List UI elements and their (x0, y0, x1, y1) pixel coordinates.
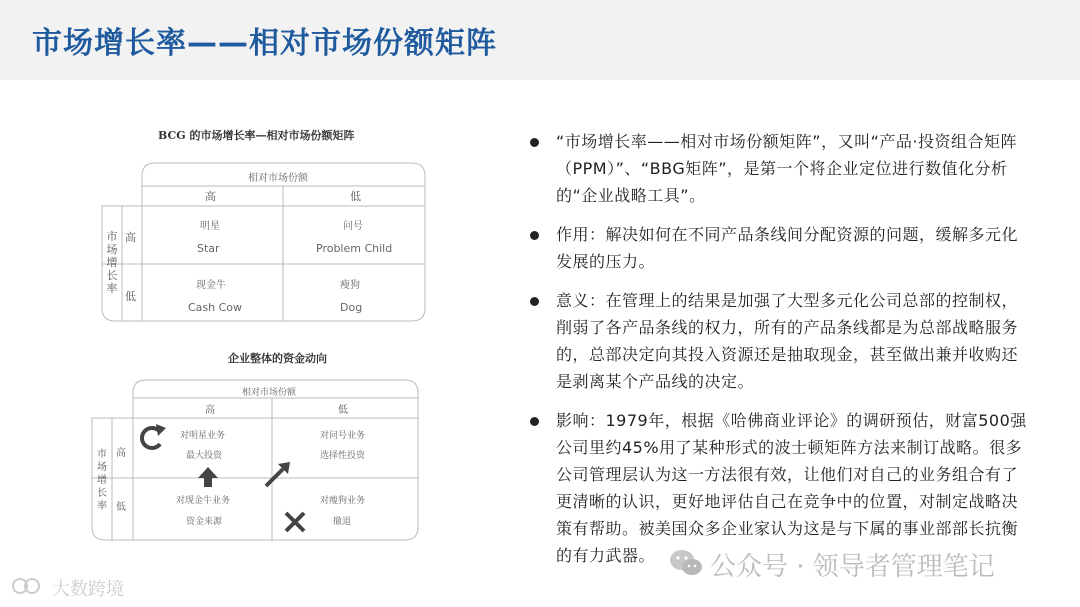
cash-flow-row-high: 高 (116, 448, 126, 459)
watermark-text: 公众号 · 领导者管理笔记 (710, 552, 995, 582)
bullet-dot-icon (530, 417, 539, 426)
cash-flow-dog-line1: 对瘦狗业务 (320, 496, 366, 506)
bcg-cell-star-en: Star (197, 242, 220, 255)
bcg-cell-problem-en: Problem Child (316, 242, 393, 255)
list-item (530, 407, 1030, 569)
bullet-list (530, 128, 1030, 581)
cycle-arrow-icon (142, 424, 166, 448)
diagonal-arrow-icon (266, 462, 290, 486)
bcg-cell-dog-cn: 瘦狗 (340, 280, 360, 291)
bullet-dot-icon (530, 138, 539, 147)
list-item (530, 221, 1030, 275)
list-item (530, 128, 1030, 209)
bcg-col-low: 低 (350, 190, 361, 203)
bullet-dot-icon (530, 231, 539, 240)
bcg-column-header: 相对市场份额 (248, 173, 308, 184)
cash-flow-col-low: 低 (338, 405, 348, 416)
page-title: 市场增长率——相对市场份额矩阵 (32, 26, 497, 61)
cash-flow-col-high: 高 (205, 405, 215, 416)
bullet-text: 意义：在管理上的结果是加强了大型多元化公司总部的控制权，削弱了各产品条线的权力，所有的产品条线都是为总部战略服务的，总部决定向其投入资源还是抽取现金，甚至做出兼并收购还是剥离某个产品线的决定。 (556, 291, 1019, 391)
cash-flow-column-header: 相对市场份额 (242, 388, 297, 398)
bcg-cell-cashcow-en: Cash Cow (188, 301, 243, 314)
list-item (530, 287, 1030, 395)
bcg-cell-cashcow-cn: 现金牛 (196, 280, 226, 291)
cash-flow-cashcow-line2: 资金来源 (186, 517, 223, 527)
bcg-matrix-title: BCG 的市场增长率—相对市场份额矩阵 (158, 129, 355, 142)
bullet-dot-icon (530, 297, 539, 306)
bcg-row-low: 低 (125, 290, 136, 303)
bullet-text: 影响：1979年，根据《哈佛商业评论》的调研预估，财富500强公司里约45%用了某种形式的波士顿矩阵方法来制订战略。很多公司管理层认为这一方法很有效，让他们对自己的业务组合有了更清晰的认识，更好地评估自己在竞争中的位置，对制定战略决策有帮助。被美国众多企业家认为这是与下属的事业部部长抗衡的有力武器。 (556, 411, 1027, 565)
bullet-text: “市场增长率——相对市场份额矩阵”，又叫“产品·投资组合矩阵（PPM）”、“BBG矩阵”，是第一个将企业定位进行数值化分析的“企业战略工具”。 (556, 132, 1017, 205)
cash-flow-problem-line1: 对问号业务 (320, 431, 366, 441)
cash-flow-title: 企业整体的资金动向 (228, 352, 327, 365)
bullet-text: 作用：解决如何在不同产品条线间分配资源的问题，缓解多元化发展的压力。 (556, 225, 1019, 271)
bcg-cell-problem-cn: 问号 (343, 221, 363, 232)
bcg-cell-dog-en: Dog (340, 301, 363, 314)
up-arrow-icon (198, 467, 218, 487)
cash-flow-cashcow-line1: 对现金牛业务 (176, 496, 231, 506)
cash-flow-problem-line2: 选择性投资 (320, 451, 366, 461)
cash-flow-star-line1: 对明星业务 (180, 431, 226, 441)
cross-icon (286, 513, 304, 531)
logo-text: 大数跨境 (52, 579, 124, 600)
cash-flow-star-line2: 最大投资 (186, 451, 223, 461)
logo-icon (10, 574, 50, 598)
bcg-col-high: 高 (205, 190, 216, 203)
cash-flow-row-low: 低 (116, 502, 126, 513)
cash-flow-dog-line2: 撤退 (333, 517, 352, 527)
wechat-icon (668, 548, 704, 578)
bcg-cell-star-cn: 明星 (200, 221, 220, 232)
bcg-row-header: 市场增长率 (106, 230, 118, 295)
cash-flow-row-header: 市场增长率 (97, 449, 107, 512)
bcg-row-high: 高 (125, 231, 136, 244)
